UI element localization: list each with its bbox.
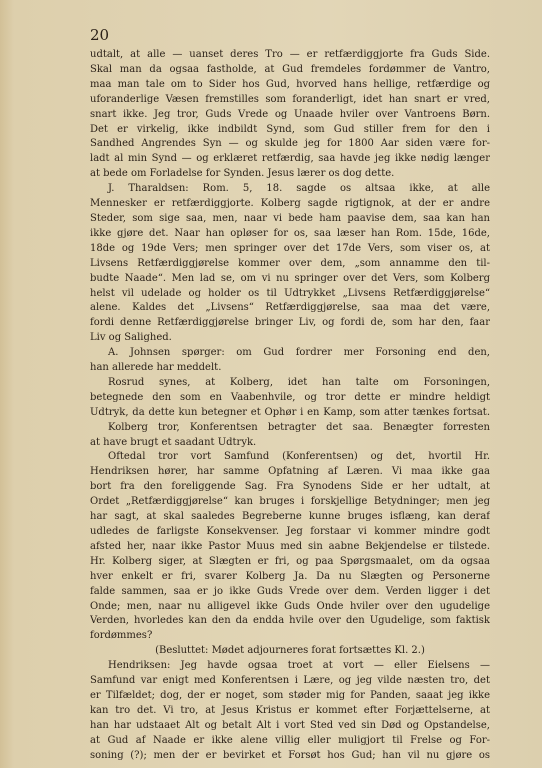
text-line: Rosrud synes, at Kolberg, idet han talte om Forsoningen, [108, 376, 490, 388]
text-line: Kolberg tror, Konferentsen betragter det saa. Benægter forresten [108, 421, 490, 433]
text-line: helst vil udelade og holder os til Udtrykket „Livsens Retfærdiggjørelse“ [90, 287, 490, 299]
text-line: kan tro det. Vi tro, at Jesus Kristus er kommet efter Forjættelserne, at [90, 704, 490, 716]
text-line: fordi denne Retfærdiggjørelse bringer Liv, og fordi de, som har den, faar [90, 317, 490, 329]
text-line: hver enkelt er fri, svarer Kolberg Ja. Da nu Slægten og Personerne [90, 570, 490, 582]
text-line: A. Johnsen spørger: om Gud fordrer mer Forsoning end den, [108, 347, 490, 359]
text-line: Det er virkelig, ikke indbildt Synd, som Gud stiller frem for den i [90, 123, 490, 135]
text-line: Hendriksen hører, har samme Opfatning af Læren. Vi maa ikke gaa [90, 466, 490, 478]
text-line: fordømmes? [90, 630, 153, 642]
text-line: soning (?); men der er bevirket et Forsøt hos Gud; han vil nu gjøre os [90, 749, 490, 761]
text-line: falde sammen, saa er jo ikke Guds Vrede over dem. Verden ligger i det [90, 585, 490, 597]
text-line: udledes de farligste Konsekvenser. Jeg forstaar vi kommer mindre godt [90, 526, 490, 537]
text-line: Steder, som sige saa, men, naar vi bede ham paavise dem, saa kan han [90, 212, 490, 224]
text-line: at bede om Forladelse for Synden. Jesus lærer os dog dette. [90, 168, 395, 180]
text-line: Verden, hvorledes kan den da endda hvile over den Ugudelige, som faktisk [90, 615, 490, 627]
text-line: Onde; men, naar nu alligevel ikke Guds Onde hviler over den ugudelige [90, 600, 490, 612]
text-line: betegnede den som en Vaabenhvile, og tror dette er mindre heldigt [90, 391, 490, 403]
text-line: Liv og Salighed. [90, 332, 172, 344]
text-line: Mennesker er retfærdiggjorte. Kolberg sagde rigtignok, at der er andre [90, 198, 490, 210]
text-line: han har udstaaet Alt og betalt Alt i vort Sted ved sin Død og Opstandelse, [90, 719, 490, 731]
text-line: er Tilfældet; dog, der er noget, som støder mig for Panden, saaat jeg ikke [90, 689, 490, 701]
text-line: J. Tharaldsen: Rom. 5, 18. sagde os altsaa ikke, at alle [108, 183, 490, 195]
text-line: har sagt, at skal saaledes Begreberne kunne bruges isflæng, kan deraf [90, 511, 490, 523]
text-line: alene. Kaldes det „Livsens“ Retfærdiggjørelse, saa maa det være, [90, 302, 490, 314]
text-line: Sandhed Angrendes Syn — og skulde jeg for 1800 Aar siden være for- [90, 138, 490, 150]
text-line: ladt al min Synd — og erklæret retfærdig, saa havde jeg ikke nødig længer [90, 153, 490, 165]
text-line: Oftedal tror vort Samfund (Konferentsen) og det, hvortil Hr. [108, 451, 490, 463]
text-line: snart ikke. Jeg tror, Guds Vrede og Unaade hviler over Vantroens Børn. [90, 108, 490, 120]
text-line: uforanderlige Væsen fremstilles som foranderligt, idet han snart er vred, [90, 93, 490, 105]
text-line: udtalt, at alle — uanset deres Tro — er retfærdiggjorte fra Guds Side. [90, 49, 490, 60]
text-line: at have brugt et saadant Udtryk. [90, 436, 257, 448]
text-line: 18de og 19de Vers; men springer over det 17de Vers, som viser os, at [90, 242, 490, 254]
text-line: afsted her, naar ikke Pastor Muus med sin aabne Bekjendelse er tilstede. [90, 540, 490, 552]
text-line: Udtryk, da dette kun betegner et Ophør i en Kamp, som atter tænkes fortsat. [90, 406, 490, 418]
text-line: Skal man da ogsaa fastholde, at Gud fremdeles fordømmer de Vantro, [90, 63, 490, 75]
text-line: ikke gjøre det. Naar han opløser for os, saa læser han Rom. 15de, 16de, [90, 227, 490, 239]
text-line: (Besluttet: Mødet adjourneres forat fortsættes Kl. 2.) [155, 645, 425, 657]
body-text [90, 48, 490, 764]
text-line: han allerede har meddelt. [90, 362, 222, 374]
text-line: Livsens Retfærdiggjørelse kommer over dem, „som annamme den til- [90, 257, 490, 269]
text-line: Ordet „Retfærdiggjørelse“ kan bruges i forskjellige Betydninger; men jeg [90, 496, 490, 508]
text-line: Hendriksen: Jeg havde ogsaa troet at vort — eller Eielsens — [108, 660, 490, 672]
text-line: bort fra den foreliggende Sag. Fra Synodens Side er her udtalt, at [90, 481, 490, 493]
text-line: budte Naade“. Men lad se, om vi nu springer over det Vers, som Kolberg [90, 272, 490, 284]
text-line: at Gud af Naade er ikke alene villig eller muligjort til Frelse og For- [90, 734, 490, 746]
page-number: 20 [90, 26, 110, 44]
text-line: Hr. Kolberg siger, at Slægten er fri, og paa Spørgsmaalet, om da ogsaa [90, 555, 490, 567]
text-line: maa man tale om to Sider hos Gud, hvorved hans hellige, retfærdige og [90, 78, 490, 90]
text-line: Samfund var enigt med Konferentsen i Lære, og jeg vilde næsten tro, det [90, 675, 490, 687]
